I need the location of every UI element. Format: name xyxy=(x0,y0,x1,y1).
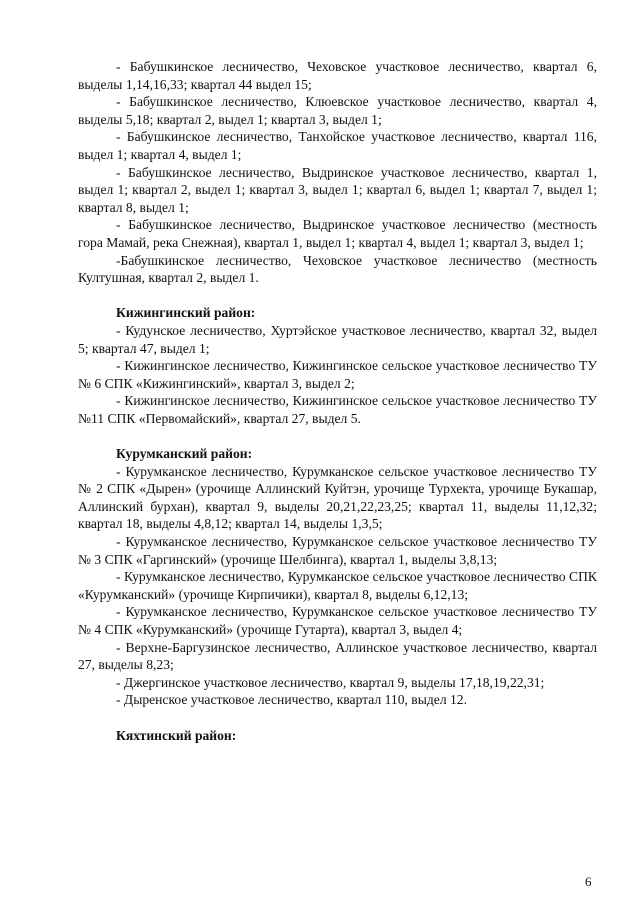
paragraph: - Бабушкинское лесничество, Чеховское участковое лесничество, квартал 6, выделы 1,14,16,33; квартал 44 выдел 15; xyxy=(78,59,597,92)
paragraph: -Бабушкинское лесничество, Чеховское участковое лесничество (местность Култушная, квартал 2, выдел 1. xyxy=(78,252,597,286)
paragraph: - Курумканское лесничество, Курумканское сельское участковое лесничество ТУ № 2 СПК «Дырен» (урочище Аллинский Куйтэн, урочище Турхекта, урочище Букашар, Аллинский бурхан), квартал 9, выделы 20,21,22,23,25; квартал 11, выделы 11,12,32; квартал 18, выделы 4,8,12; квартал 14, выделы 1,3,5; xyxy=(78,463,597,532)
paragraph: - Бабушкинское лесничество, Клюевское участковое лесничество, квартал 4, выделы 5,18; квартал 2, выдел 1; квартал 3, выдел 1; xyxy=(78,94,597,127)
paragraph: - Бабушкинское лесничество, Выдринское участковое лесничество, квартал 1, выдел 1; квартал 2, выдел 1; квартал 3, выдел 1; квартал 6, выдел 1; квартал 7, выдел 1; квартал 8, выдел 1; xyxy=(78,164,597,215)
paragraph: - Курумканское лесничество, Курумканское сельское участковое лесничество СПК «Курумканский» (урочище Кирпичики), квартал 8, выделы 6,12,13; xyxy=(78,569,597,602)
paragraph: - Верхне-Баргузинское лесничество, Аллинское участковое лесничество, квартал 27, выделы 8,23; xyxy=(78,639,597,673)
page-number: 6 xyxy=(585,874,592,889)
spacer xyxy=(78,287,597,305)
paragraph: - Дыренское участковое лесничество, квартал 110, выдел 12. xyxy=(116,692,467,708)
section-heading-kizhinga: Кижингинский район: xyxy=(116,305,256,321)
paragraph: - Кудунское лесничество, Хуртэйское участковое лесничество, квартал 32, выдел 5; квартал 47, выдел 1; xyxy=(78,322,597,356)
spacer xyxy=(78,709,597,727)
paragraph: - Курумканское лесничество, Курумканское сельское участковое лесничество ТУ № 3 СПК «Гаргинский» (урочище Шелбинга), квартал 1, выделы 3,8,13; xyxy=(78,534,597,567)
paragraph: - Кижингинское лесничество, Кижингинское сельское участковое лесничество ТУ № 6 СПК «Кижингинский», квартал 3, выдел 2; xyxy=(78,358,597,391)
section-heading-kyakhta: Кяхтинский район: xyxy=(116,727,237,743)
paragraph: - Джергинское участковое лесничество, квартал 9, выделы 17,18,19,22,31; xyxy=(116,674,545,690)
paragraph: - Курумканское лесничество, Курумканское сельское участковое лесничество ТУ № 4 СПК «Курумканский» (урочище Гутарта), квартал 3, выдел 4; xyxy=(78,604,597,637)
spacer xyxy=(78,427,597,445)
document-page xyxy=(78,58,597,744)
section-heading-kurumkan: Курумканский район: xyxy=(116,446,253,462)
paragraph: - Бабушкинское лесничество, Выдринское участковое лесничество (местность гора Мамай, река Снежная), квартал 1, выдел 1; квартал 4, выдел 1; квартал 3, выдел 1; xyxy=(78,217,597,250)
paragraph: - Бабушкинское лесничество, Танхойское участковое лесничество, квартал 116, выдел 1; квартал 4, выдел 1; xyxy=(78,129,597,162)
paragraph: - Кижингинское лесничество, Кижингинское сельское участковое лесничество ТУ №11 СПК «Первомайский», квартал 27, выдел 5. xyxy=(78,393,597,426)
